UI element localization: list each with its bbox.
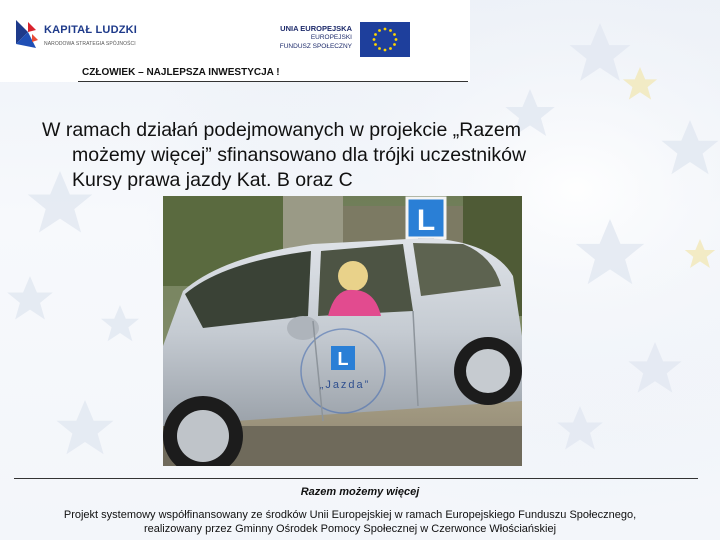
slogan: CZŁOWIEK – NAJLEPSZA INWESTYCJA !: [82, 67, 280, 78]
logo-kl-subtitle: NARODOWA STRATEGIA SPÓJNOŚCI: [44, 41, 136, 47]
eu-flag-icon: [360, 22, 410, 57]
kapital-ludzki-logo: [14, 16, 138, 58]
footer-line1: Projekt systemowy współfinansowany ze środków Unii Europejskiej w ramach Europejskiego Funduszu Społecznego,: [63, 509, 637, 521]
logo-kl-name: KAPITAŁ LUDZKI: [44, 24, 138, 36]
main-text: [42, 118, 662, 193]
footer-divider: [14, 478, 698, 479]
footer-text: [0, 508, 700, 536]
eu-logo-line3: FUNDUSZ SPOŁECZNY: [279, 43, 352, 50]
footer-title: Razem możemy więcej: [300, 486, 420, 498]
eu-logo-line2: EUROPEJSKI: [310, 34, 352, 41]
door-text: „Jazda”: [319, 379, 371, 391]
header: [0, 0, 470, 82]
driving-school-car-photo: [163, 196, 522, 466]
footer-line2: realizowany przez Gminny Ośrodek Pomocy Społecznej w Czerwonce Włościańskiej: [143, 523, 557, 535]
header-divider: [78, 81, 468, 82]
kapital-ludzki-emblem-icon: [14, 18, 40, 52]
main-text-line2: możemy więcej” sfinansowano dla trójki uczestników: [72, 144, 527, 166]
eu-logo-line1: UNIA EUROPEJSKA: [280, 24, 352, 33]
main-text-line3: Kursy prawa jazdy Kat. B oraz C: [72, 169, 353, 191]
door-logo-letter: L: [337, 349, 349, 369]
main-text-line1: W ramach działań podejmowanych w projekcie „Razem: [42, 119, 522, 141]
roof-sign-letter: L: [416, 204, 436, 237]
eu-logo: [279, 22, 410, 62]
